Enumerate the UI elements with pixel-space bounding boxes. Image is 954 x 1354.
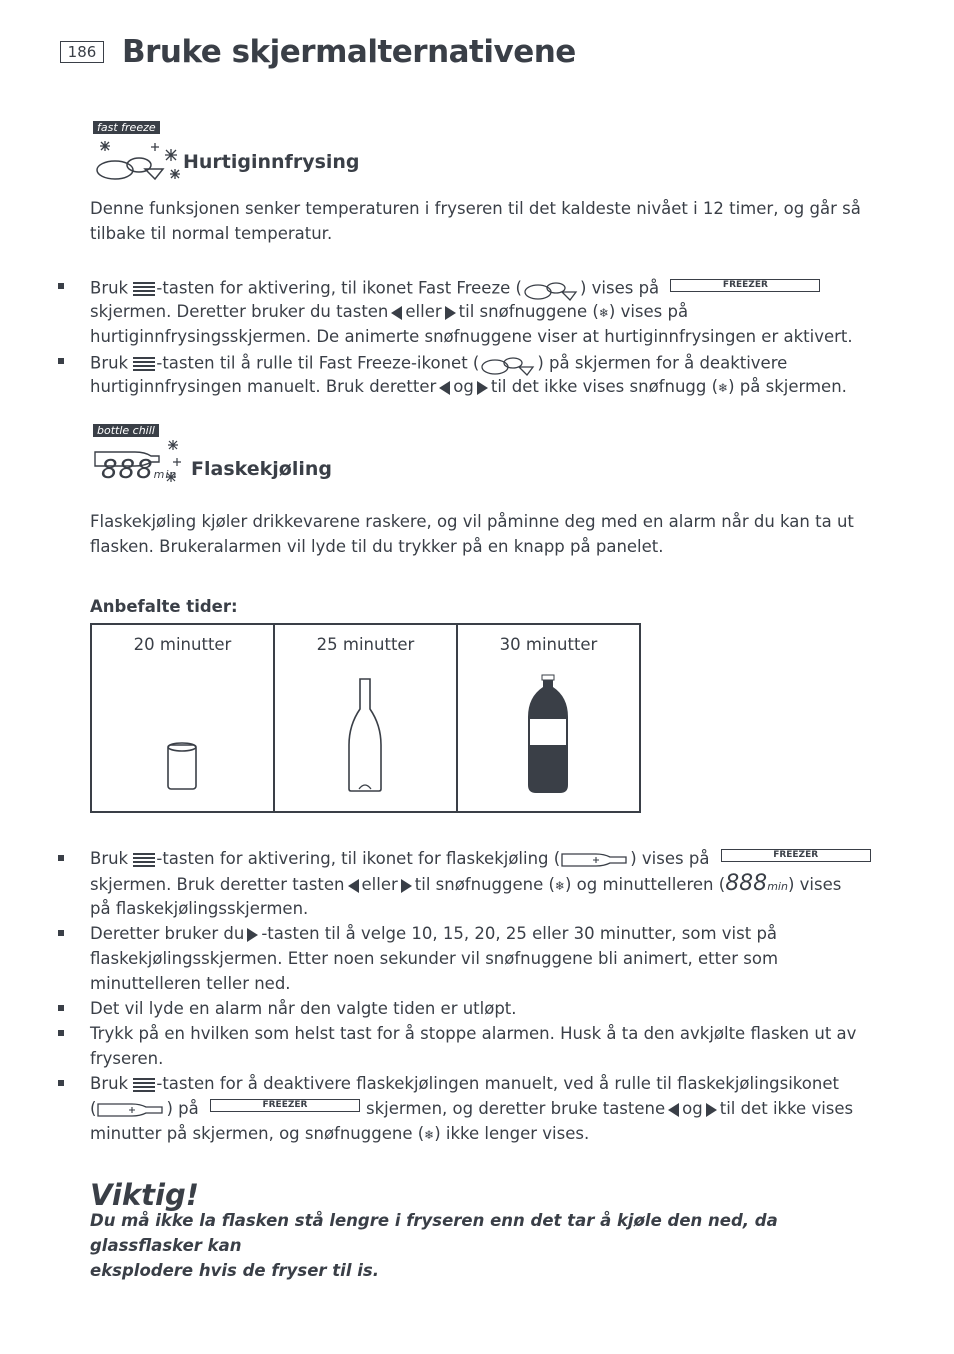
bullet xyxy=(58,283,64,289)
left-arrow-icon xyxy=(668,1103,679,1117)
menu-key-icon xyxy=(133,357,155,371)
paragraph-line: Denne funksjonen senker temperaturen i fryseren til det kaldeste nivået i 12 timer, og går så xyxy=(90,199,861,218)
recommended-times-heading: Anbefalte tider: xyxy=(90,597,238,616)
soda-bottle-icon xyxy=(526,673,570,795)
text: Bruk xyxy=(90,353,134,373)
list-item-line xyxy=(90,1096,853,1121)
list-item-line xyxy=(90,374,847,401)
table-cell xyxy=(274,624,457,812)
text: og xyxy=(453,377,474,396)
freezer-display: FREEZER xyxy=(670,279,820,292)
table-cell xyxy=(91,624,274,812)
bullet xyxy=(58,358,64,364)
text: -tasten for å deaktivere flaskekjølingen manuelt, ved å rulle til flaskekjølingsikonet xyxy=(156,1074,839,1093)
text: ) ikke lenger vises. xyxy=(434,1124,590,1143)
text: minutter på skjermen, og snøfnuggene ( xyxy=(90,1124,425,1143)
bullet xyxy=(58,930,64,936)
text: Bruk xyxy=(90,1074,134,1093)
text: -tasten for aktivering, til ikonet for flaskekjøling ( xyxy=(156,849,561,868)
right-arrow-icon xyxy=(445,306,456,320)
important-text xyxy=(90,1208,870,1283)
paragraph-line: Flaskekjøling kjøler drikkevarene raskere, og vil påminne deg med en alarm når du kan ta ut xyxy=(90,512,854,531)
text: og xyxy=(682,1099,703,1118)
text: ) vises på xyxy=(630,849,710,868)
section-heading-bottle-chill: Flaskekjøling xyxy=(191,458,332,480)
text: Bruk xyxy=(90,278,134,298)
text: eller xyxy=(405,302,442,321)
list-item-line xyxy=(90,871,841,899)
snowflake-icon: ❄ xyxy=(424,1128,435,1142)
bottle-chill-icon xyxy=(93,419,185,490)
time-label: 20 minutter xyxy=(133,635,232,654)
bullet xyxy=(58,1005,64,1011)
paragraph-line: tilbake til normal temperatur. xyxy=(90,224,333,243)
bullet xyxy=(58,855,64,861)
left-arrow-icon xyxy=(348,879,359,893)
fast-freeze-label: fast freeze xyxy=(93,121,160,134)
list-item-line: fryseren. xyxy=(90,1049,164,1068)
list-item xyxy=(90,921,777,946)
time-label: 25 minutter xyxy=(316,635,415,654)
list-item-line: flaskekjølingsskjermen. Etter noen sekunder vil snøfnuggene bli animert, etter som xyxy=(90,949,779,968)
text: til snøfnuggene ( xyxy=(414,875,555,894)
text: Bruk xyxy=(90,849,134,868)
snowflake-icon: ❄ xyxy=(718,381,729,395)
warning-line: eksplodere hvis de fryser til is. xyxy=(90,1261,379,1280)
freezer-display: FREEZER xyxy=(721,849,871,862)
left-arrow-icon xyxy=(391,306,402,320)
text: til det ikke vises xyxy=(719,1099,854,1118)
text: til snøfnuggene ( xyxy=(458,302,599,321)
text: Deretter bruker du xyxy=(90,924,245,943)
menu-key-icon xyxy=(133,282,155,296)
left-arrow-icon xyxy=(439,381,450,395)
menu-key-icon xyxy=(133,1078,155,1092)
bullet xyxy=(58,1080,64,1086)
text: ) og minuttelleren ( xyxy=(564,875,726,894)
wine-bottle-icon xyxy=(347,677,383,793)
list-item xyxy=(90,846,871,871)
important-heading: Viktig! xyxy=(90,1178,199,1212)
digit-unit: min xyxy=(153,468,178,481)
recommended-times-table xyxy=(90,623,641,813)
list-item-line xyxy=(90,299,688,326)
text: skjermen. Deretter bruker du tasten xyxy=(90,302,389,321)
digit-display: 888 xyxy=(101,455,154,485)
text: hurtiginnfrysingen manuelt. Bruk deretter xyxy=(90,377,437,396)
page-number: 186 xyxy=(60,41,104,63)
text: eller xyxy=(361,875,398,894)
list-item: Trykk på en hvilken som helst tast for å stoppe alarmen. Husk å ta den avkjølte flasken ut av xyxy=(90,1024,857,1043)
right-arrow-icon xyxy=(706,1103,717,1117)
text: ( xyxy=(90,1099,97,1118)
right-arrow-icon xyxy=(477,381,488,395)
list-item-line: minuttelleren teller ned. xyxy=(90,974,291,993)
snowflake-icon: ❄ xyxy=(598,306,609,320)
text: ) på skjermen for å deaktivere xyxy=(537,353,788,373)
list-item: Det vil lyde en alarm når den valgte tiden er utløpt. xyxy=(90,999,517,1018)
minute-counter-digits: 888 xyxy=(725,871,768,896)
text: ) vises på xyxy=(579,278,660,298)
bullet xyxy=(58,1030,64,1036)
text: skjermen, og deretter bruke tastene xyxy=(365,1099,666,1118)
list-item-line xyxy=(90,1121,589,1148)
table-cell xyxy=(457,624,640,812)
right-arrow-icon xyxy=(247,928,258,942)
fast-freeze-icon xyxy=(93,116,183,187)
list-item xyxy=(90,1071,839,1096)
text: ) på skjermen. xyxy=(728,377,847,396)
menu-key-icon xyxy=(133,853,155,867)
right-arrow-icon xyxy=(401,879,412,893)
warning-line: Du må ikke la flasken stå lengre i fryseren enn det tar å kjøle den ned, da glassflasker kan xyxy=(90,1211,778,1255)
time-label: 30 minutter xyxy=(499,635,598,654)
snowflake-icon: ❄ xyxy=(554,879,565,893)
text: -tasten for aktivering, til ikonet Fast Freeze ( xyxy=(156,278,522,298)
food-snowflake-icon xyxy=(93,135,183,187)
list-item-line: på flaskekjølingsskjermen. xyxy=(90,899,309,918)
freezer-display: FREEZER xyxy=(210,1099,360,1112)
bottle-icon xyxy=(96,1100,166,1120)
text: ) på xyxy=(166,1099,199,1118)
can-icon xyxy=(166,741,198,791)
text: ) vises xyxy=(787,875,842,894)
text: ) vises på xyxy=(608,302,689,321)
bottle-chill-label: bottle chill xyxy=(93,424,159,437)
section-heading-fast-freeze: Hurtiginnfrysing xyxy=(183,151,360,173)
list-item-line: hurtiginnfrysingsskjermen. De animerte snøfnuggene viser at hurtiginnfrysingen er aktivert. xyxy=(90,327,853,346)
paragraph-line: flasken. Brukeralarmen vil lyde til du trykker på en knapp på panelet. xyxy=(90,537,664,556)
minute-counter-unit: min xyxy=(767,880,788,893)
text: -tasten til å rulle til Fast Freeze-ikonet ( xyxy=(156,353,480,373)
text: til det ikke vises snøfnugg ( xyxy=(490,377,719,396)
text: -tasten til å velge 10, 15, 20, 25 eller 30 minutter, som vist på xyxy=(261,924,778,943)
text: skjermen. Bruk deretter tasten xyxy=(90,875,345,894)
page-title: Bruke skjermalternativene xyxy=(122,34,576,70)
bottle-icon xyxy=(560,850,630,870)
